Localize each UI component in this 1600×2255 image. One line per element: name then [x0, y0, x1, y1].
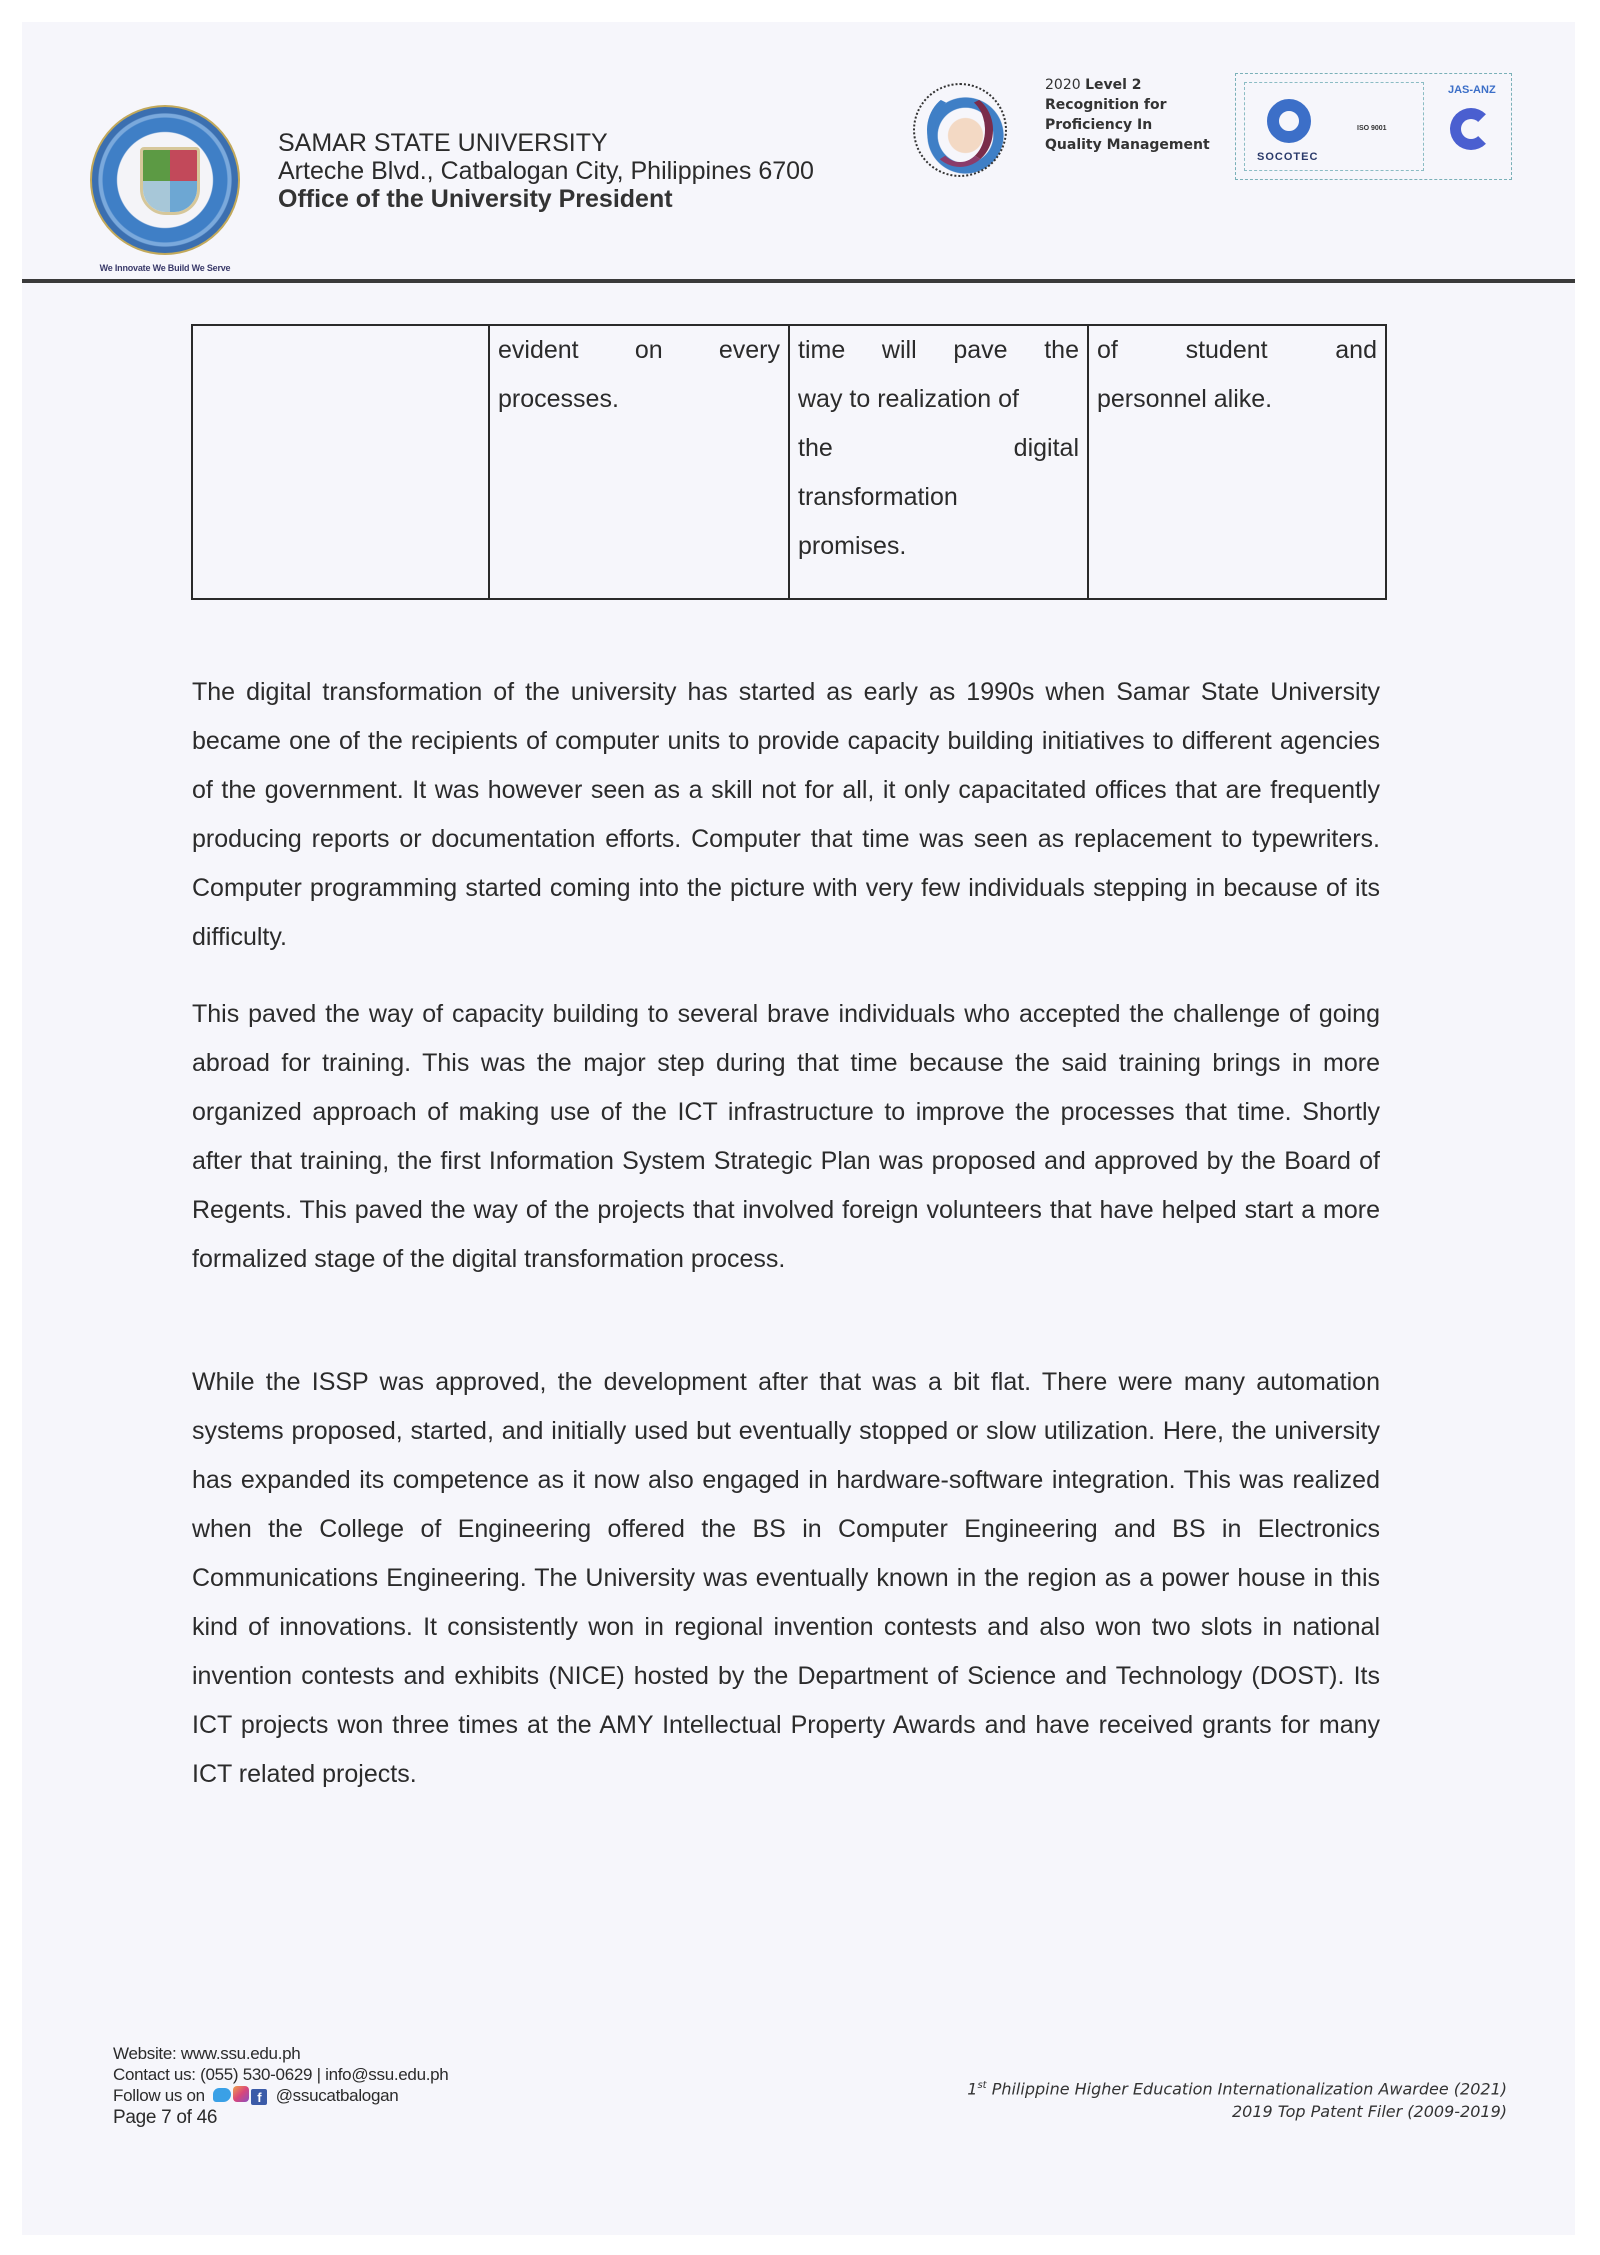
- award-line3: Proficiency In: [1045, 117, 1153, 133]
- footer-contact-line: Contact us: (055) 530-0629 | info@ssu.edu.ph: [113, 2065, 449, 2084]
- instagram-icon[interactable]: [233, 2086, 249, 2102]
- facebook-icon[interactable]: f: [251, 2089, 267, 2105]
- award-recognition: [1045, 75, 1210, 155]
- jas-anz-logo-icon: [1450, 108, 1492, 150]
- shield-icon: [140, 147, 200, 215]
- footer-contact: [113, 2043, 448, 2128]
- footer-website: Website: www.ssu.edu.ph: [113, 2044, 301, 2063]
- socotec-logo-icon: [1267, 99, 1311, 143]
- page-number: Page 7 of 46: [113, 2107, 218, 2129]
- award-year: 2020: [1045, 77, 1081, 93]
- table-cell-1: [192, 325, 489, 599]
- award-line2: Recognition for: [1045, 97, 1167, 113]
- award-ordinal-suffix: st: [977, 2080, 987, 2091]
- logo-motto: We Innovate We Build We Serve: [99, 263, 231, 273]
- office-name: Office of the University President: [278, 185, 673, 213]
- award-line4: Quality Management: [1045, 137, 1210, 153]
- seal-icon: [90, 105, 240, 255]
- body-paragraph-1: The digital transformation of the university has started as early as 1990s when Samar State University became one of the recipients of computer units to provide capacity building initiatives to different agencies of the government. It was however seen as a skill not for all, it only capacitated offices that are frequently producing reports or documentation efforts. Computer that time was seen as replacement to typewriters. Computer programming started coming into the picture with very few individuals stepping in because of its difficulty.: [192, 678, 1380, 951]
- award-level: Level 2: [1085, 77, 1142, 93]
- university-address: Arteche Blvd., Catbalogan City, Philippines 6700: [278, 157, 814, 185]
- jas-anz-label: JAS-ANZ: [1448, 84, 1496, 96]
- continuation-table: [191, 324, 1387, 600]
- iso-certification-badge: [1235, 73, 1512, 180]
- award-ordinal: 1: [967, 2079, 978, 2099]
- body-paragraph-2: This paved the way of capacity building to several brave individuals who accepted the challenge of going abroad for training. This was the major step during that time because the said training brings in more organized approach of making use of the ICT infrastructure to improve the processes that time. Shortly after that training, the first Information System Strategic Plan was proposed and approved by the Board of Regents. This paved the way of the projects that involved foreign volunteers that have helped start a more formalized stage of the digital transformation process.: [192, 1000, 1380, 1273]
- twitter-icon[interactable]: [213, 2088, 231, 2102]
- table-cell-3: time will pave the way to realization of the digital transformation promises.: [789, 325, 1088, 599]
- table-row: [192, 325, 1386, 599]
- iso-label: ISO 9001: [1357, 125, 1387, 132]
- table-cell-4: of student and personnel alike.: [1088, 325, 1386, 599]
- follow-label: Follow us on: [113, 2086, 205, 2105]
- body-paragraph-3: While the ISSP was approved, the development after that was a bit flat. There were many automation systems proposed, started, and initially used but eventually stopped or slow utilization. Here, the university has expanded its competence as it now also engaged in hardware-software integration. This was realized when the College of Engineering offered the BS in Computer Engineering and BS in Electronics Communications Engineering. The University was eventually known in the region as a power house in this kind of innovations. It consistently won in regional invention contests and also won two slots in national invention contests and exhibits (NICE) hosted by the Department of Science and Technology (DOST). Its ICT projects won three times at the AMY Intellectual Property Awards and have received grants for many ICT related projects.: [192, 1368, 1380, 1788]
- social-handle: @ssucatbalogan: [275, 2086, 399, 2105]
- university-header: [278, 129, 814, 213]
- footer-awards: [967, 2074, 1507, 2123]
- footer-award-line1: Philippine Higher Education Internationalization Awardee (2021): [991, 2079, 1507, 2099]
- quality-award-icon: [905, 75, 1015, 185]
- table-cell-2: evident on every processes.: [489, 325, 789, 599]
- footer-award-line2: 2019 Top Patent Filer (2009-2019): [1232, 2102, 1507, 2122]
- header-divider: [22, 279, 1575, 283]
- footer-follow: [113, 2085, 448, 2107]
- university-name: SAMAR STATE UNIVERSITY: [278, 129, 608, 157]
- socotec-label: SOCOTEC: [1257, 151, 1319, 163]
